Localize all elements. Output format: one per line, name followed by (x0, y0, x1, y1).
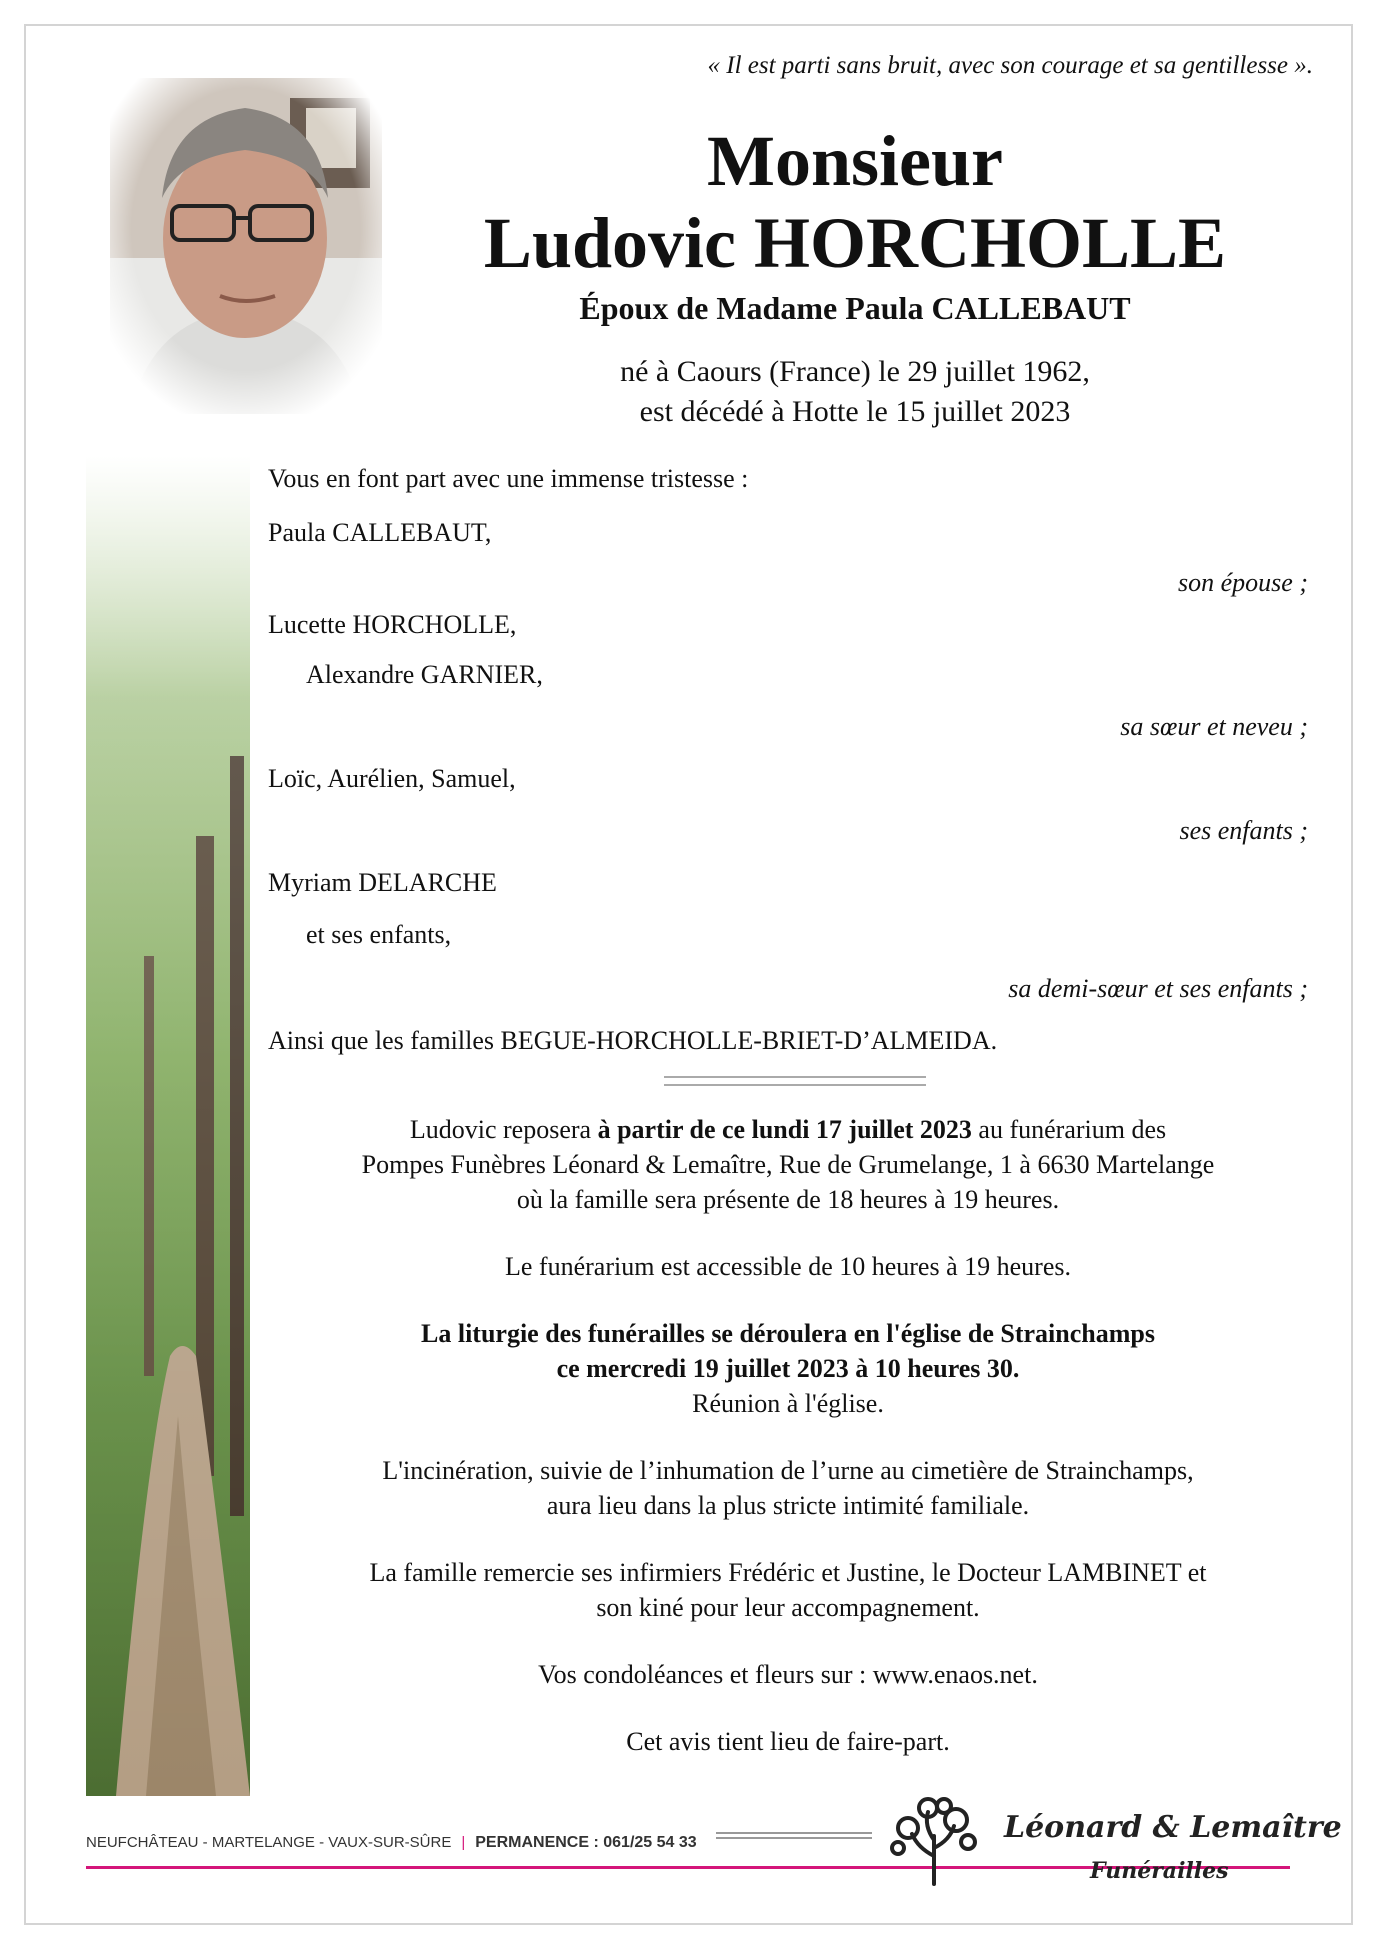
family-closing: Ainsi que les familles BEGUE-HORCHOLLE-BRIET-D’ALMEIDA. (268, 1026, 998, 1055)
epigraph-quote: « Il est parti sans bruit, avec son courage et sa gentillesse ». (707, 52, 1313, 79)
separator-line (664, 1076, 926, 1078)
thanks-line-2: son kiné pour leur accompagnement. (596, 1593, 980, 1622)
birth-line: né à Caours (France) le 29 juillet 1962, (620, 355, 1090, 388)
death-line: est décédé à Hotte le 15 juillet 2023 (639, 395, 1071, 428)
rest-line-1: Ludovic reposera à partir de ce lundi 17 juillet 2023 au funérarium des (409, 1115, 1167, 1144)
family-member: Paula CALLEBAUT, (268, 518, 492, 547)
family-relation: sa demi-sœur et ses enfants ; (1008, 974, 1308, 1003)
family-relation: ses enfants ; (1179, 816, 1308, 845)
separator-line (664, 1084, 926, 1086)
tree-logo-icon (884, 1796, 984, 1886)
condolences-line: Vos condoléances et fleurs sur : www.enaos.net. (538, 1660, 1038, 1689)
footer-contact (86, 1834, 697, 1852)
access-line: Le funérarium est accessible de 10 heures à 19 heures. (505, 1252, 1071, 1281)
deceased-name: Ludovic HORCHOLLE (483, 203, 1227, 283)
footer-divider: | (461, 1834, 466, 1851)
cremation-line-1: L'incinération, suivie de l’inhumation de l’urne au cimetière de Strainchamps, (382, 1456, 1194, 1485)
cremation-line-2: aura lieu dans la plus stricte intimité familiale. (546, 1491, 1030, 1520)
portrait-photo (110, 78, 382, 414)
notice-line: Cet avis tient lieu de faire-part. (626, 1727, 950, 1756)
footer-permanence: PERMANENCE : 061/25 54 33 (475, 1834, 697, 1851)
family-member: Lucette HORCHOLLE, (268, 610, 517, 639)
brand-name: Léonard & Lemaître (1004, 1810, 1342, 1845)
spouse-line: Époux de Madame Paula CALLEBAUT (579, 290, 1131, 326)
liturgy-line-2: ce mercredi 19 juillet 2023 à 10 heures 30. (556, 1354, 1020, 1383)
family-member: Myriam DELARCHE (268, 868, 497, 897)
family-member: et ses enfants, (306, 920, 452, 949)
footer-locations: NEUFCHÂTEAU - MARTELANGE - VAUX-SUR-SÛRE (86, 1834, 452, 1851)
family-member: Loïc, Aurélien, Samuel, (268, 764, 516, 793)
footer-double-rule (716, 1832, 872, 1839)
forest-path-image (86, 456, 250, 1796)
family-relation: sa sœur et neveu ; (1120, 712, 1308, 741)
rest-line-2: Pompes Funèbres Léonard & Lemaître, Rue de Grumelange, 1 à 6630 Martelange (361, 1150, 1215, 1179)
family-member: Alexandre GARNIER, (306, 660, 543, 689)
family-intro: Vous en font part avec une immense tristesse : (268, 464, 749, 493)
meeting-line: Réunion à l'église. (692, 1389, 884, 1418)
honorific: Monsieur (707, 121, 1003, 201)
deceased-header (440, 120, 1270, 432)
rest-line-3: où la famille sera présente de 18 heures à 19 heures. (516, 1185, 1060, 1214)
brand-subtitle: Funérailles (1090, 1858, 1229, 1884)
funeral-info (268, 1112, 1308, 1759)
thanks-line-1: La famille remercie ses infirmiers Frédéric et Justine, le Docteur LAMBINET et (369, 1558, 1207, 1587)
family-relation: son épouse ; (1178, 568, 1308, 597)
liturgy-line-1: La liturgie des funérailles se déroulera en l'église de Strainchamps (421, 1319, 1155, 1348)
